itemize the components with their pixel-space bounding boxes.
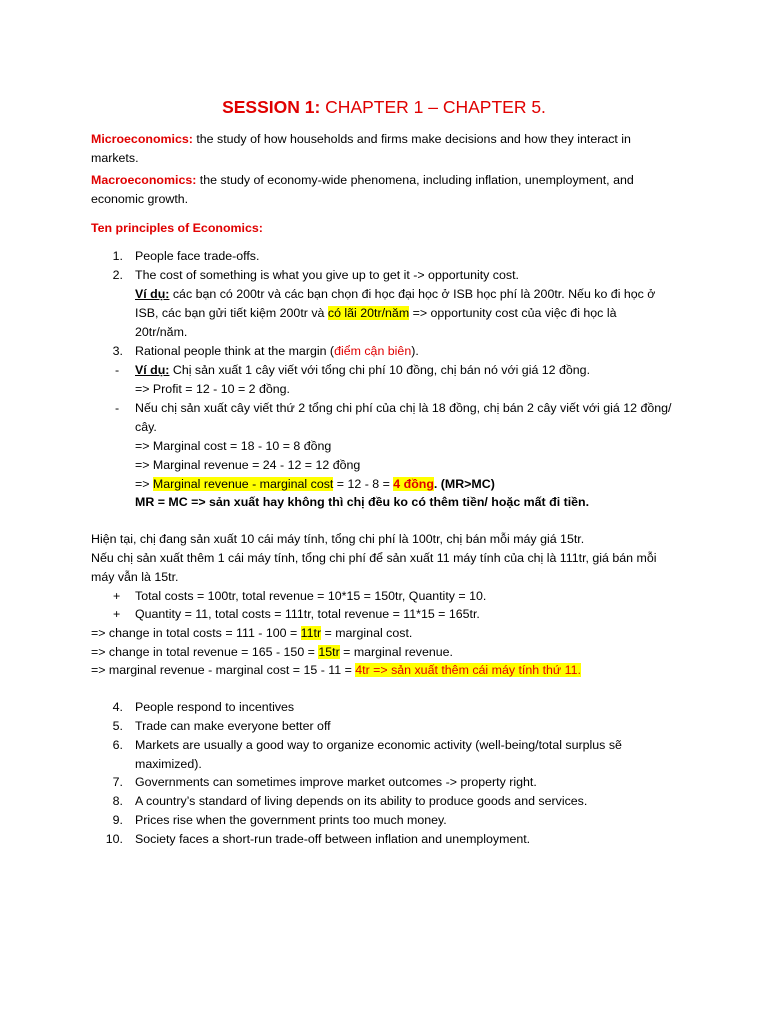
example-line: => Marginal cost = 18 - 10 = 8 đồng bbox=[135, 439, 332, 453]
text: => change in total revenue = 165 - 150 = bbox=[91, 645, 319, 659]
example-conclusion: MR = MC => sản xuất hay không thì chị đều ko có thêm tiền/ hoặc mất đi tiền. bbox=[135, 495, 590, 509]
list-number: 4. bbox=[112, 700, 123, 714]
paragraph-line bbox=[91, 661, 581, 680]
example-line bbox=[135, 304, 616, 323]
section-heading: Ten principles of Economics: bbox=[91, 221, 263, 235]
example-line: => Profit = 12 - 10 = 2 đồng. bbox=[135, 382, 290, 396]
text: => change in total costs = 111 - 100 = bbox=[91, 626, 301, 640]
list-item: Governments can sometimes improve market outcomes -> property right. bbox=[135, 775, 537, 789]
plus-bullet: + bbox=[113, 589, 121, 603]
list-item: The cost of something is what you give up to get it -> opportunity cost. bbox=[135, 268, 519, 282]
highlighted-text: 15tr bbox=[318, 645, 340, 659]
macro-definition-line1 bbox=[91, 171, 634, 190]
highlighted-red-text: 4 đồng bbox=[393, 477, 434, 491]
dash-bullet: - bbox=[115, 401, 120, 415]
example-line: => Marginal revenue = 24 - 12 = 12 đồng bbox=[135, 458, 361, 472]
example-line bbox=[135, 285, 655, 304]
list-number: 8. bbox=[112, 794, 123, 808]
paragraph-line bbox=[91, 624, 412, 643]
list-item: People respond to incentives bbox=[135, 700, 295, 714]
example-label: Ví dụ: bbox=[135, 287, 170, 301]
example-line: Nếu chị sản xuất cây viết thứ 2 tổng chi phí của chị là 18 đồng, chị bán 2 cây viết với giá 12 đồng/ bbox=[135, 401, 672, 415]
list-item-continued: maximized). bbox=[135, 757, 202, 771]
plus-bullet: + bbox=[113, 607, 121, 621]
list-number: 3. bbox=[112, 344, 123, 358]
example-label: Ví dụ: bbox=[135, 363, 170, 377]
list-number: 1. bbox=[112, 249, 123, 263]
paragraph-line: máy vẫn là 15tr. bbox=[91, 570, 179, 584]
list-number: 10. bbox=[105, 832, 123, 846]
list-number: 2. bbox=[112, 268, 123, 282]
list-number: 7. bbox=[112, 775, 123, 789]
paragraph-line: Hiện tại, chị đang sản xuất 10 cái máy tính, tổng chi phí là 100tr, chị bán mỗi máy giá 15tr. bbox=[91, 532, 585, 546]
red-text: điểm cận biên bbox=[334, 344, 412, 358]
micro-definition-line2: markets. bbox=[91, 151, 139, 165]
macro-definition-line2: economic growth. bbox=[91, 192, 189, 206]
list-item: Trade can make everyone better off bbox=[135, 719, 331, 733]
list-number: 5. bbox=[112, 719, 123, 733]
example-text: Chị sản xuất 1 cây viết với tổng chi phí 10 đồng, chị bán nó với giá 12 đồng. bbox=[169, 363, 591, 377]
micro-term: Microeconomics: bbox=[91, 132, 193, 146]
highlighted-text: Marginal revenue - marginal cost bbox=[152, 477, 334, 491]
list-number: 9. bbox=[112, 813, 123, 827]
item-text: ). bbox=[411, 344, 419, 358]
example-line bbox=[135, 475, 495, 494]
example-line: cây. bbox=[135, 420, 157, 434]
text: => marginal revenue - marginal cost = 15 - 11 = bbox=[91, 663, 356, 677]
title-text: CHAPTER 1 – CHAPTER 5. bbox=[325, 97, 546, 117]
text: = marginal cost. bbox=[321, 626, 413, 640]
macro-line1: the study of economy-wide phenomena, including inflation, unemployment, and bbox=[196, 173, 634, 187]
example-text: ISB, các bạn gửi tiết kiệm 200tr và bbox=[135, 306, 328, 320]
highlighted-red-text: 4tr => sản xuất thêm cái máy tính thứ 11. bbox=[355, 663, 581, 677]
text: = marginal revenue. bbox=[339, 645, 454, 659]
bullet-line: Total costs = 100tr, total revenue = 10*15 = 150tr, Quantity = 10. bbox=[135, 589, 487, 603]
micro-definition-line1 bbox=[91, 130, 631, 149]
title-prefix: SESSION 1: bbox=[222, 97, 326, 117]
macro-term: Macroeconomics: bbox=[91, 173, 197, 187]
list-item: Markets are usually a good way to organize economic activity (well-being/total surplus sẽ bbox=[135, 738, 622, 752]
highlighted-text: có lãi 20tr/năm bbox=[327, 306, 410, 320]
micro-line1: the study of how households and firms make decisions and how they interact in bbox=[192, 132, 631, 146]
list-item bbox=[135, 342, 419, 361]
example-line bbox=[135, 361, 590, 380]
list-number: 6. bbox=[112, 738, 123, 752]
highlighted-text: 11tr bbox=[300, 626, 322, 640]
item-text: Rational people think at the margin ( bbox=[135, 344, 335, 358]
dash-bullet: - bbox=[115, 363, 120, 377]
example-text: = 12 - 8 = bbox=[333, 477, 394, 491]
list-item: People face trade-offs. bbox=[135, 249, 260, 263]
list-item: Society faces a short-run trade-off between inflation and unemployment. bbox=[135, 832, 531, 846]
paragraph-line bbox=[91, 643, 453, 662]
paragraph-line: Nếu chị sản xuất thêm 1 cái máy tính, tổng chi phí để sản xuất 11 máy tính của chị là 111tr, giá bán mỗi bbox=[91, 551, 657, 565]
example-text: các bạn có 200tr và các bạn chọn đi học đại học ở ISB học phí là 200tr. Nếu ko đi học ở bbox=[169, 287, 656, 301]
example-text: => bbox=[135, 477, 153, 491]
example-text: => opportunity cost của việc đi học là bbox=[409, 306, 617, 320]
bullet-line: Quantity = 11, total costs = 111tr, total revenue = 11*15 = 165tr. bbox=[135, 607, 480, 621]
page-title bbox=[0, 95, 768, 119]
example-line: 20tr/năm. bbox=[135, 325, 188, 339]
list-item: A country’s standard of living depends on its ability to produce goods and services. bbox=[135, 794, 588, 808]
example-text: . (MR>MC) bbox=[433, 477, 495, 491]
list-item: Prices rise when the government prints too much money. bbox=[135, 813, 447, 827]
